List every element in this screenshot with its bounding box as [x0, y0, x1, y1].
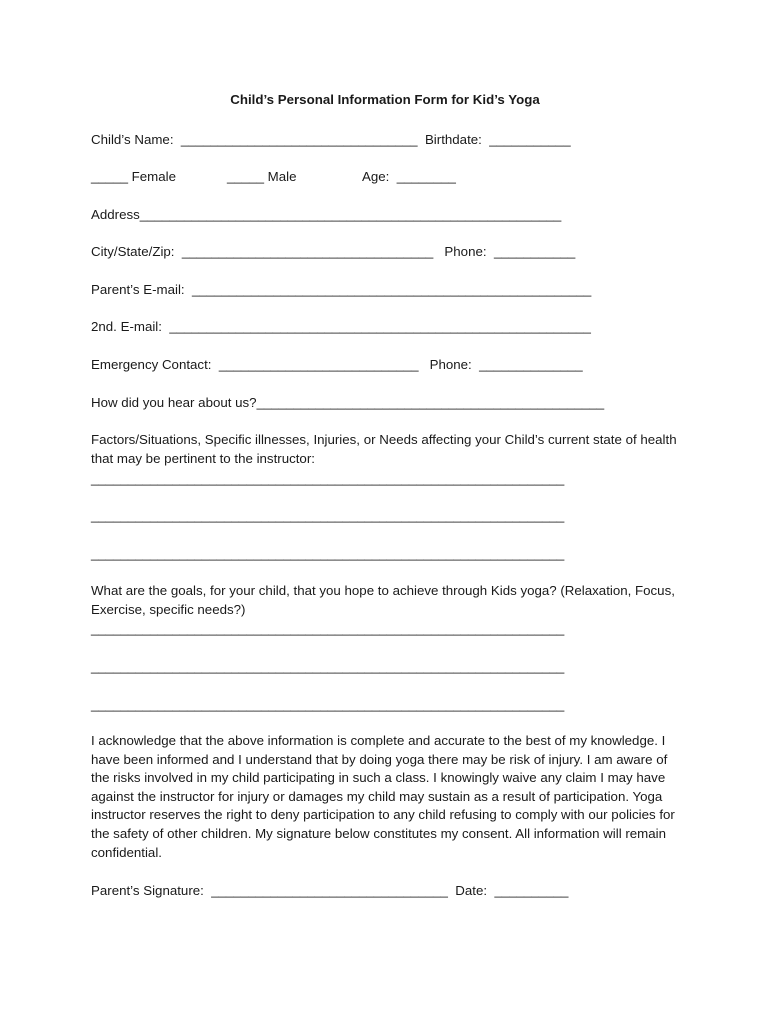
second-email-field[interactable]: 2nd. E-mail: _________________________________________________________: [91, 319, 591, 334]
factors-answer-line-3[interactable]: ________________________________________________________________: [91, 546, 565, 561]
address-field[interactable]: Address_________________________________________________________: [91, 207, 562, 222]
goals-question: What are the goals, for your child, that you hope to achieve through Kids yoga? (Relaxation, Focus, Exercise, specific needs?): [91, 583, 675, 617]
gender-male-field[interactable]: _____ Male: [227, 169, 297, 184]
factors-answer-line-1[interactable]: ________________________________________________________________: [91, 471, 565, 486]
parent-signature-field[interactable]: Parent’s Signature: ________________________________ Date: __________: [91, 883, 569, 898]
acknowledgement-text: I acknowledge that the above information is complete and accurate to the best of my knowledge. I have been informed and I understand that by doing yoga there may be risk of injury. I am aware of the risks involved in my child participating in such a class. I knowingly waive any claim I may have against the instructor for injury or damages my child may sustain as a result of participation. Yoga instructor reserves the right to deny participation to any child refusing to comply with our policies for the safety of other children. My signature below constitutes my consent. All information will remain confidential.: [91, 733, 675, 860]
hear-about-us-field[interactable]: How did you hear about us?_______________________________________________: [91, 395, 605, 410]
childs-name-field[interactable]: Child’s Name: ________________________________ Birthdate: ___________: [91, 132, 571, 147]
form-title: Child’s Personal Information Form for Kid’s Yoga: [230, 92, 540, 107]
goals-answer-line-2[interactable]: ________________________________________________________________: [91, 659, 565, 674]
factors-question: Factors/Situations, Specific illnesses, Injuries, or Needs affecting your Child’s current state of health that may be pertinent to the instructor:: [91, 432, 677, 466]
age-field[interactable]: Age: ________: [362, 169, 456, 184]
factors-answer-line-2[interactable]: ________________________________________________________________: [91, 508, 565, 523]
city-state-zip-field[interactable]: City/State/Zip: __________________________________ Phone: ___________: [91, 244, 576, 259]
goals-answer-line-1[interactable]: ________________________________________________________________: [91, 621, 565, 636]
goals-answer-line-3[interactable]: ________________________________________________________________: [91, 697, 565, 712]
gender-female-field[interactable]: _____ Female: [91, 169, 177, 184]
parent-email-field[interactable]: Parent’s E-mail: ______________________________________________________: [91, 282, 592, 297]
emergency-contact-field[interactable]: Emergency Contact: ___________________________ Phone: ______________: [91, 357, 583, 372]
